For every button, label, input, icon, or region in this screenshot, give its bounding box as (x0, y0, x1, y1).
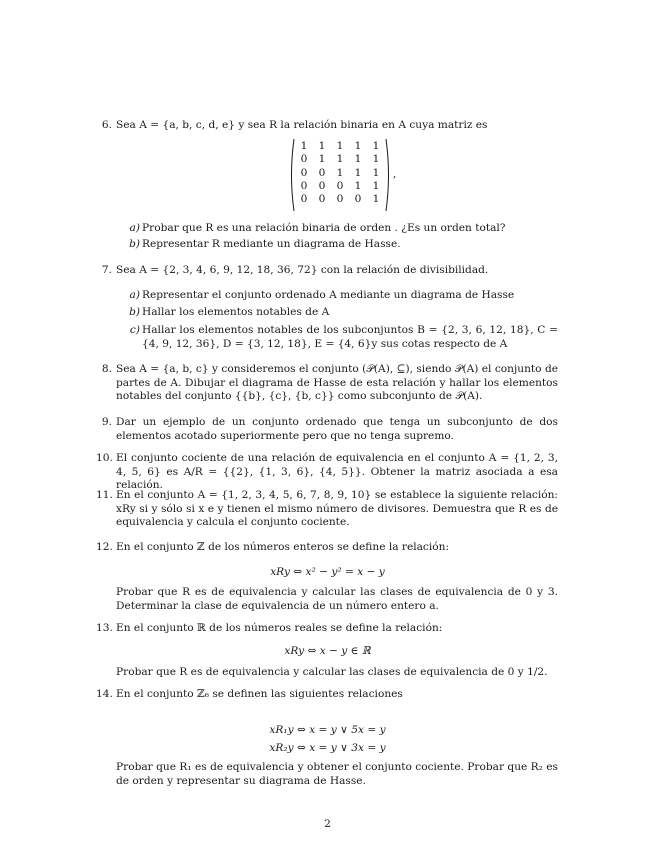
matrix-row (295, 140, 385, 153)
problem-text: Probar que R es de equivalencia y calcular las clases de equivalencia de 0 y 1/2. (116, 666, 548, 678)
matrix-row (295, 193, 385, 206)
problem-text: En el conjunto ℝ de los números reales se define la relación: (116, 622, 443, 634)
matrix-cell: 1 (354, 166, 362, 179)
matrix-cell: 0 (300, 179, 308, 192)
matrix-cell: 1 (372, 166, 380, 179)
problem-number: 12. (96, 541, 113, 553)
equation-14-r2: xR₂y ⇔ x = y ∨ 3x = y (269, 742, 386, 754)
matrix-cell: 1 (336, 166, 344, 179)
problem-6a (126, 222, 558, 236)
problem-text: En el conjunto A = {1, 2, 3, 4, 5, 6, 7, 8, 9, 10} se establece la siguiente relación: xRy si y sólo si x e y tienen el mismo número de divisores. Demuestra que R es de equivalencia y calcula el conjunto cociente. (116, 489, 558, 529)
sub-label: a) (129, 289, 140, 301)
problem-number: 8. (101, 363, 112, 375)
problem-11 (96, 489, 558, 530)
problem-text: El conjunto cociente de una relación de equivalencia en el conjunto A = {1, 2, 3, 4, 5, 6} es A/R = {{2}, {1, 3, 6}, {4, 5}}. Obtener la matriz asociada a esa relación. (116, 452, 558, 492)
problem-text: Probar que R₁ es de equivalencia y obtener el conjunto cociente. Probar que R₂ es de orden y representar su diagrama de Hasse. (116, 761, 558, 787)
matrix-cell: 1 (372, 179, 380, 192)
matrix-cell: 1 (372, 153, 380, 166)
sub-label: c) (129, 324, 140, 336)
matrix-cell: 1 (354, 179, 362, 192)
problem-7c (126, 324, 558, 351)
matrix-row (295, 180, 385, 193)
matrix-cell: 0 (336, 179, 344, 192)
problem-text: Probar que R es de equivalencia y calcular las clases de equivalencia de 0 y 3. Determinar la clase de equivalencia de un número entero a. (116, 586, 558, 612)
problem-6b (126, 238, 558, 252)
matrix-cell: 0 (336, 193, 344, 206)
sub-text: Hallar los elementos notables de A (142, 306, 330, 318)
problem-number: 7. (101, 264, 112, 276)
matrix-cell: 0 (318, 179, 326, 192)
matrix-cell: 1 (336, 140, 344, 152)
problem-13 (96, 622, 558, 636)
matrix-cell: 1 (354, 140, 362, 152)
matrix-row (295, 153, 385, 166)
problem-text: Sea A = {2, 3, 4, 6, 9, 12, 18, 36, 72} con la relación de divisibilidad. (116, 264, 489, 276)
right-parenthesis (385, 138, 391, 212)
problem-number: 11. (96, 489, 113, 501)
equation-12: xRy ⇔ x² − y² = x − y (270, 566, 385, 578)
problem-7b (126, 306, 558, 320)
problem-7a (126, 289, 558, 303)
matrix-cell: 1 (372, 140, 380, 152)
problem-10 (96, 452, 558, 493)
matrix-trailing-comma: , (393, 168, 397, 180)
problem-13-after (96, 666, 558, 680)
problem-14-after (96, 761, 558, 788)
problem-9 (96, 416, 558, 443)
matrix-cell: 0 (354, 193, 362, 206)
sub-label: b) (129, 306, 140, 318)
matrix-cell: 1 (318, 140, 326, 152)
matrix-cell: 0 (318, 166, 326, 179)
problem-6 (96, 119, 558, 133)
matrix-cell: 1 (300, 140, 308, 152)
matrix-cell: 0 (300, 193, 308, 206)
matrix-cell: 1 (318, 153, 326, 166)
page-number: 2 (324, 818, 331, 830)
matrix-cell: 0 (300, 166, 308, 179)
matrix-row (295, 167, 385, 180)
problem-7 (96, 264, 558, 278)
problem-number: 10. (96, 452, 113, 464)
sub-text: Representar R mediante un diagrama de Hasse. (142, 238, 401, 250)
equation-13: xRy ⇔ x − y ∈ ℝ (284, 645, 371, 657)
problem-text: Sea A = {a, b, c} y consideremos el conjunto (𝒫(A), ⊆), siendo 𝒫(A) el conjunto de partes de A. Dibujar el diagrama de Hasse de esta relación y hallar los elementos notables del conjunto {{b}, {c}, {b, c}} como subconjunto de 𝒫(A). (116, 363, 558, 403)
problem-number: 9. (101, 416, 112, 428)
matrix-cell: 0 (300, 153, 308, 166)
matrix-cell: 1 (336, 153, 344, 166)
problem-12 (96, 541, 558, 555)
problem-12-after (96, 586, 558, 613)
problem-text: Sea A = {a, b, c, d, e} y sea R la relación binaria en A cuya matriz es (116, 119, 488, 131)
sub-label: a) (129, 222, 140, 234)
matrix-grid (295, 140, 385, 212)
problem-number: 14. (96, 688, 113, 700)
sub-text: Probar que R es una relación binaria de orden . ¿Es un orden total? (142, 222, 506, 234)
sub-text: Representar el conjunto ordenado A mediante un diagrama de Hasse (142, 289, 515, 301)
relation-matrix (289, 140, 399, 212)
sub-label: b) (129, 238, 140, 250)
sub-text: Hallar los elementos notables de los subconjuntos B = {2, 3, 6, 12, 18}, C = {4, 9, 12, 36}, D = {3, 12, 18}, E = {4, 6}y sus cotas respecto de A (142, 324, 558, 350)
problem-text: Dar un ejemplo de un conjunto ordenado que tenga un subconjunto de dos elementos acotado superiormente pero que no tenga supremo. (116, 416, 558, 442)
problem-number: 6. (101, 119, 112, 131)
problem-8 (96, 363, 558, 404)
matrix-cell: 1 (372, 193, 380, 206)
equation-14-r1: xR₁y ⇔ x = y ∨ 5x = y (269, 724, 386, 736)
problem-number: 13. (96, 622, 113, 634)
problem-14 (96, 688, 558, 702)
problem-text: En el conjunto ℤ₆ se definen las siguientes relaciones (116, 688, 403, 700)
problem-text: En el conjunto ℤ de los números enteros se define la relación: (116, 541, 450, 553)
matrix-cell: 1 (354, 153, 362, 166)
matrix-cell: 0 (318, 193, 326, 206)
